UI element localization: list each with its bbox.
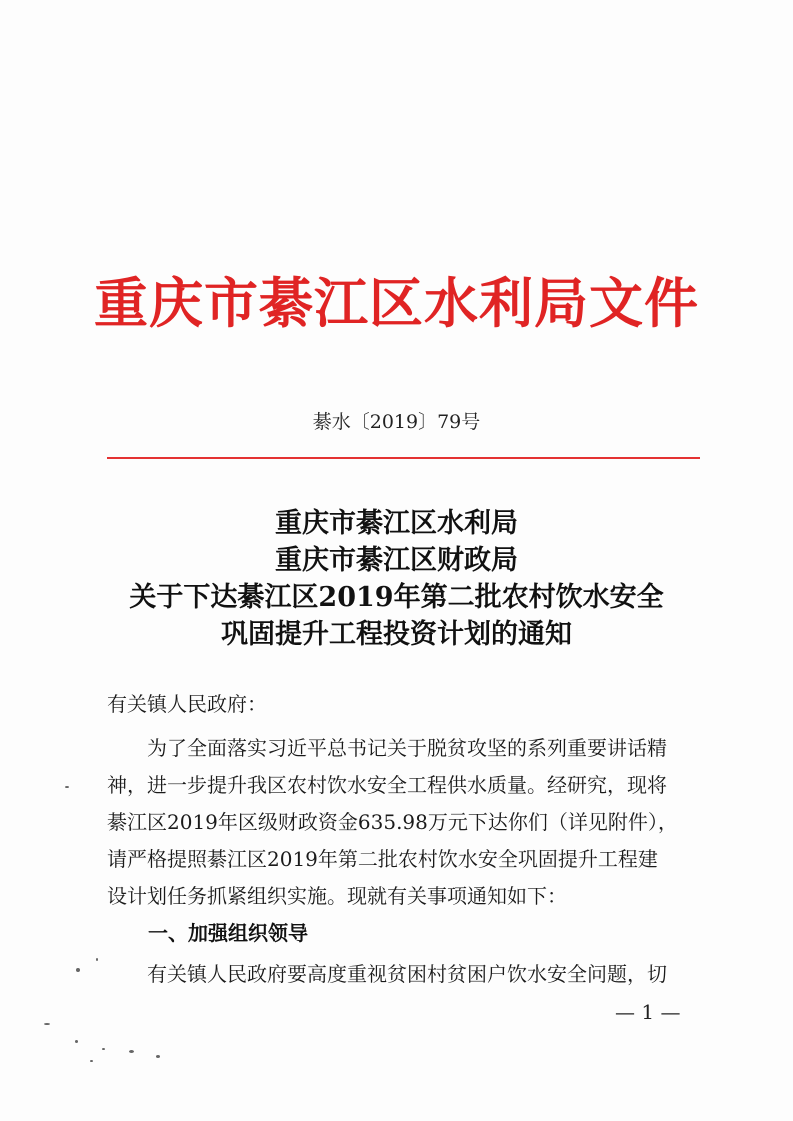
notice-title: [0, 505, 793, 653]
scan-speck: [102, 1048, 105, 1050]
section-heading: 一、加强组织领导: [148, 921, 308, 945]
scan-speck: [44, 1023, 50, 1025]
scan-speck: [76, 968, 80, 972]
scan-speck: [90, 1060, 93, 1062]
paragraph-line: 神，进一步提升我区农村饮水安全工程供水质量。经研究，现将: [107, 773, 667, 797]
red-divider-rule: [107, 457, 700, 459]
scan-speck: [156, 1055, 160, 1058]
scan-speck: [129, 1050, 134, 1053]
scan-speck: [65, 786, 69, 788]
paragraph-line: 綦江区2019年区级财政资金635.98万元下达你们（详见附件），: [107, 810, 678, 834]
paragraph-line: 设计划任务抓紧组织实施。现就有关事项通知如下：: [107, 884, 567, 908]
document-number: 綦水〔2019〕79号: [312, 411, 481, 433]
notice-title-line: 巩固提升工程投资计划的通知: [221, 619, 572, 650]
notice-title-line: 重庆市綦江区财政局: [275, 545, 518, 576]
notice-title-line: 重庆市綦江区水利局: [275, 508, 518, 539]
scan-speck: [75, 1040, 78, 1043]
page-number: — 1 —: [615, 1000, 681, 1024]
body-paragraph: [107, 730, 707, 915]
notice-title-line: 关于下达綦江区2019年第二批农村饮水安全: [129, 582, 664, 613]
paragraph-line: 有关镇人民政府要高度重视贫困村贫困户饮水安全问题，切: [147, 962, 667, 986]
scan-speck: [96, 958, 98, 961]
paragraph-line: 为了全面落实习近平总书记关于脱贫攻坚的系列重要讲话精: [147, 736, 667, 760]
paragraph-line: 请严格提照綦江区2019年第二批农村饮水安全巩固提升工程建: [107, 847, 658, 871]
section-paragraph: [107, 958, 707, 990]
document-org-title: 重庆市綦江区水利局文件: [94, 272, 699, 335]
salutation: 有关镇人民政府：: [107, 692, 267, 716]
